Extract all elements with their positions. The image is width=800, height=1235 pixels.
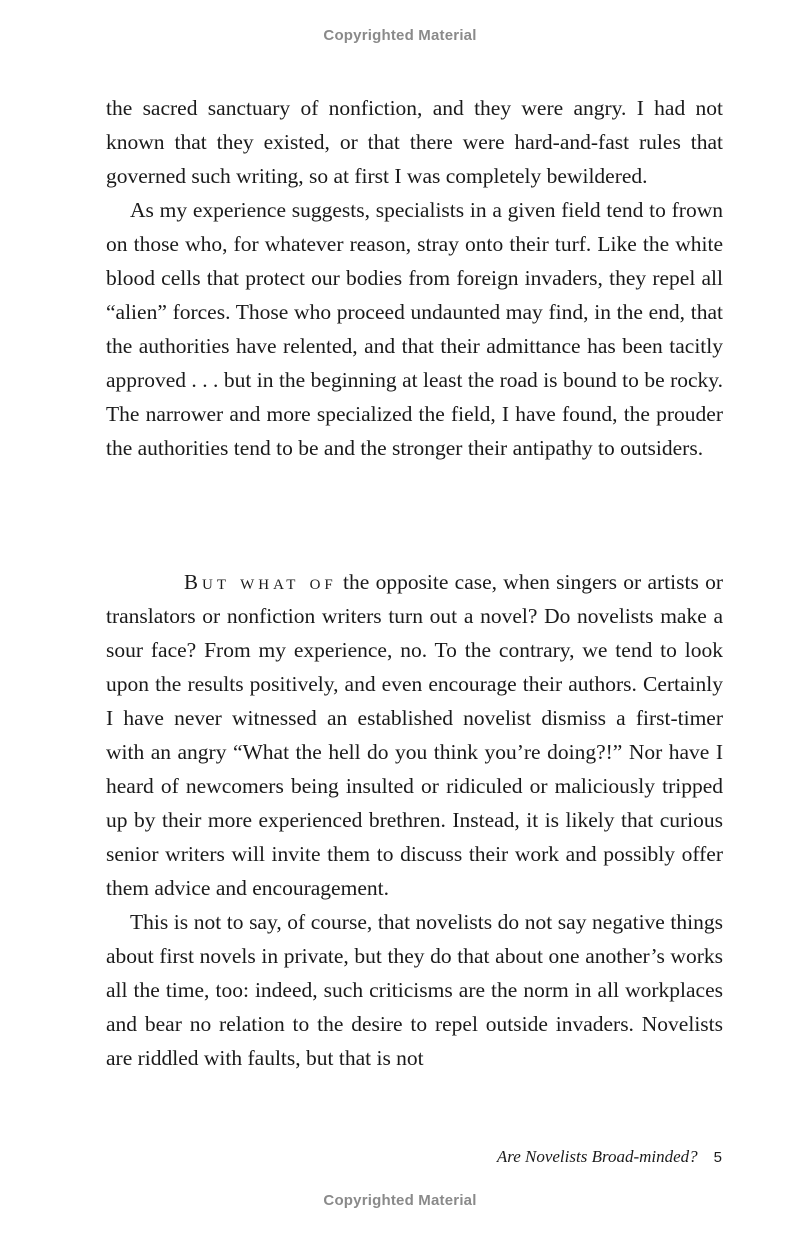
- paragraph-continuation: the sacred sanctuary of nonfiction, and they were angry. I had not known that they existed, or that there were hard-and-fast rules that governed such writing, so at first I was completely bewildered.: [106, 96, 723, 188]
- paragraph-section-opening: [106, 565, 723, 905]
- copyright-watermark-bottom: Copyrighted Material: [323, 1192, 477, 1209]
- copyright-watermark-top: Copyrighted Material: [323, 27, 477, 44]
- section-lead-in: But what of: [184, 570, 337, 594]
- paragraph-specialists: As my experience suggests, specialists in a given field tend to frown on those who, for whatever reason, stray onto their turf. Like the white blood cells that protect our bodies from foreign invaders, they repel all “alien” forces. Those who proceed undaunted may find, in the end, that the authorities have relented, and that their admittance has been tacitly approved . . . but in the beginning at least the road is bound to be rocky. The narrower and more specialized the field, I have found, the prouder the authorities tend to be and the stronger their antipathy to outsiders.: [106, 198, 723, 460]
- running-footer: [497, 1147, 722, 1167]
- section-opening-body: the opposite case, when singers or artists or translators or nonfiction writers turn out a novel? Do novelists make a sour face? From my experience, no. To the contrary, we tend to look upon the results positively, and even encourage their authors. Certainly I have never witnessed an established novelist dismiss a first-timer with an angry “What the hell do you think you’re doing?!” Nor have I heard of newcomers being insulted or ridiculed or maliciously tripped up by their more experienced brethren. Instead, it is likely that curious senior writers will invite them to discuss their work and possibly offer them advice and encouragement.: [106, 570, 724, 900]
- page-number: 5: [713, 1149, 722, 1166]
- paragraph-first-novels: This is not to say, of course, that novelists do not say negative things about first novels in private, but they do that about one another’s works all the time, too: indeed, such criticisms are the norm in all workplaces and bear no relation to the desire to repel outside invaders. Novelists are riddled with faults, but that is not: [106, 910, 723, 1070]
- running-title: Are Novelists Broad-minded?: [496, 1147, 698, 1166]
- body-text-upper: [106, 91, 723, 465]
- body-text-lower: [106, 565, 723, 1075]
